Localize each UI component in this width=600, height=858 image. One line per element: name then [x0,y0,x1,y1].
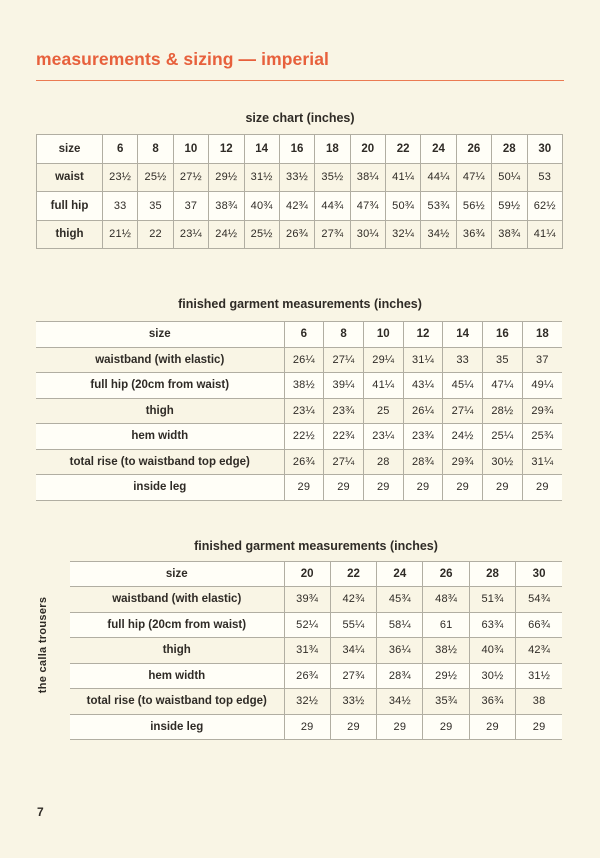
size-column-header-cell: 10 [363,322,403,348]
measurement-value-cell: 25 [363,398,403,424]
measurement-value-cell: 23¾ [403,424,443,450]
table-row [36,449,562,475]
row-label-cell: full hip (20cm from waist) [70,612,284,638]
measurement-value-cell: 21½ [103,220,138,249]
measurement-value-cell: 52¼ [284,612,330,638]
row-label-cell: waist [37,163,103,192]
measurement-value-cell: 29 [483,475,523,501]
page-title: measurements & sizing — imperial [36,49,330,69]
measurement-value-cell: 66¾ [516,612,562,638]
measurement-value-cell: 31½ [244,163,279,192]
measurement-value-cell: 26¾ [279,220,314,249]
table-row [37,220,563,249]
table-row [36,424,562,450]
row-label-cell: hem width [70,663,284,689]
measurement-value-cell: 45¾ [377,587,423,613]
row-label-cell: thigh [36,398,284,424]
measurement-value-cell: 61 [423,612,469,638]
measurement-value-cell: 29 [522,475,562,501]
measurement-value-cell: 30¼ [350,220,385,249]
size-column-header-cell: 30 [527,135,563,164]
measurement-value-cell: 50¾ [386,192,421,221]
measurement-value-cell: 38¾ [209,192,244,221]
measurement-value-cell: 28½ [483,398,523,424]
measurement-value-cell: 62½ [527,192,563,221]
row-label-cell: inside leg [36,475,284,501]
measurement-value-cell: 22¾ [324,424,364,450]
measurement-value-cell: 27¼ [324,347,364,373]
measurement-value-cell: 25¼ [483,424,523,450]
measurement-value-cell: 38½ [284,373,324,399]
size-column-header-cell: 24 [377,561,423,587]
table-row [37,192,563,221]
table-row [36,373,562,399]
measurement-value-cell: 28¾ [403,449,443,475]
size-chart-section [36,111,564,249]
row-label-cell: total rise (to waistband top edge) [36,449,284,475]
measurement-value-cell: 30½ [469,663,515,689]
size-column-header-cell: 28 [492,135,527,164]
size-column-header-cell: 14 [443,322,483,348]
measurement-value-cell: 56½ [456,192,491,221]
measurement-value-cell: 63¾ [469,612,515,638]
row-label-cell: full hip (20cm from waist) [36,373,284,399]
measurement-value-cell: 31¼ [403,347,443,373]
measurement-value-cell: 37 [522,347,562,373]
measurement-value-cell: 35¾ [423,689,469,715]
measurement-value-cell: 34½ [421,220,456,249]
size-chart-table [36,134,563,249]
measurement-value-cell: 32¼ [386,220,421,249]
measurement-value-cell: 31¼ [522,449,562,475]
measurement-value-cell: 32½ [284,689,330,715]
measurement-value-cell: 29¾ [443,449,483,475]
title-divider [36,80,564,81]
measurement-value-cell: 28¾ [377,663,423,689]
measurement-value-cell: 23½ [103,163,138,192]
measurement-value-cell: 27¾ [315,220,350,249]
row-label-cell: waistband (with elastic) [70,587,284,613]
measurement-value-cell: 29 [469,714,515,740]
measurement-value-cell: 29 [516,714,562,740]
measurement-value-cell: 29 [423,714,469,740]
measurement-value-cell: 40¾ [469,638,515,664]
measurement-value-cell: 53 [527,163,563,192]
measurement-value-cell: 42¾ [330,587,376,613]
size-column-header-cell: 22 [386,135,421,164]
measurement-value-cell: 23¼ [284,398,324,424]
measurement-value-cell: 47¼ [483,373,523,399]
measurement-value-cell: 29 [330,714,376,740]
measurement-value-cell: 23¼ [173,220,208,249]
finished-measurements-heading-small-sizes: finished garment measurements (inches) [178,297,422,311]
size-column-header-cell: 22 [330,561,376,587]
table-header-row [36,322,562,348]
size-column-header-cell: 30 [516,561,562,587]
measurement-value-cell: 25½ [244,220,279,249]
measurement-value-cell: 26¼ [403,398,443,424]
measurement-value-cell: 48¾ [423,587,469,613]
measurement-value-cell: 33½ [330,689,376,715]
measurement-value-cell: 24½ [443,424,483,450]
measurement-value-cell: 49¼ [522,373,562,399]
table-row [37,163,563,192]
measurement-value-cell: 33½ [279,163,314,192]
size-column-header-cell: 20 [350,135,385,164]
finished-measurements-table-large-sizes [70,561,562,741]
size-column-header-cell: 12 [403,322,443,348]
measurement-value-cell: 51¾ [469,587,515,613]
measurement-value-cell: 25½ [138,163,173,192]
measurement-value-cell: 36¾ [456,220,491,249]
size-column-header-cell: 18 [522,322,562,348]
measurement-value-cell: 31½ [516,663,562,689]
row-label-cell: inside leg [70,714,284,740]
measurement-value-cell: 41¼ [527,220,563,249]
size-header-cell: size [70,561,284,587]
measurement-value-cell: 29 [324,475,364,501]
measurement-value-cell: 29 [363,475,403,501]
measurement-value-cell: 47¾ [350,192,385,221]
measurement-value-cell: 41¼ [363,373,403,399]
measurement-value-cell: 22 [138,220,173,249]
measurement-value-cell: 59½ [492,192,527,221]
size-column-header-cell: 20 [284,561,330,587]
table-row [36,475,562,501]
row-label-cell: hem width [36,424,284,450]
measurement-value-cell: 29½ [209,163,244,192]
table-header-row [70,561,562,587]
measurement-value-cell: 58¼ [377,612,423,638]
size-column-header-cell: 26 [423,561,469,587]
row-label-cell: waistband (with elastic) [36,347,284,373]
measurement-value-cell: 42¾ [516,638,562,664]
table-row [36,398,562,424]
measurement-value-cell: 22½ [284,424,324,450]
finished-measurements-table-small-sizes [36,321,562,501]
page-number: 7 [37,805,44,819]
measurement-value-cell: 26¼ [284,347,324,373]
measurement-value-cell: 29 [284,475,324,501]
page-content [36,0,564,740]
measurement-value-cell: 27½ [173,163,208,192]
measurement-value-cell: 37 [173,192,208,221]
finished-measurements-section-small-sizes [36,297,564,501]
measurement-value-cell: 29 [403,475,443,501]
measurement-value-cell: 36¼ [377,638,423,664]
measurement-value-cell: 27¾ [330,663,376,689]
size-chart-heading: size chart (inches) [245,111,355,125]
measurement-value-cell: 44¾ [315,192,350,221]
size-header-cell: size [36,322,284,348]
row-label-cell: full hip [37,192,103,221]
row-label-cell: thigh [70,638,284,664]
size-column-header-cell: 26 [456,135,491,164]
side-label-vertical: the calla trousers [37,596,49,694]
measurement-value-cell: 38¼ [350,163,385,192]
size-column-header-cell: 28 [469,561,515,587]
measurement-value-cell: 26¾ [284,449,324,475]
measurement-value-cell: 25¾ [522,424,562,450]
measurement-value-cell: 44¼ [421,163,456,192]
measurement-value-cell: 29¾ [522,398,562,424]
measurement-value-cell: 29¼ [363,347,403,373]
table-row [70,689,562,715]
size-column-header-cell: 12 [209,135,244,164]
measurement-value-cell: 34½ [377,689,423,715]
row-label-cell: total rise (to waistband top edge) [70,689,284,715]
measurement-value-cell: 24½ [209,220,244,249]
measurement-value-cell: 45¼ [443,373,483,399]
measurement-value-cell: 31¾ [284,638,330,664]
table-row [70,638,562,664]
measurement-value-cell: 38¾ [492,220,527,249]
measurement-value-cell: 53¾ [421,192,456,221]
size-column-header-cell: 8 [138,135,173,164]
measurement-value-cell: 23¼ [363,424,403,450]
measurement-value-cell: 34¼ [330,638,376,664]
measurement-value-cell: 39¾ [284,587,330,613]
measurement-value-cell: 28 [363,449,403,475]
measurement-value-cell: 35½ [315,163,350,192]
table-row [70,714,562,740]
size-column-header-cell: 10 [173,135,208,164]
measurement-value-cell: 36¾ [469,689,515,715]
measurement-value-cell: 26¾ [284,663,330,689]
table-row [70,612,562,638]
size-column-header-cell: 8 [324,322,364,348]
row-label-cell: thigh [37,220,103,249]
measurement-value-cell: 39¼ [324,373,364,399]
table-row [36,347,562,373]
size-column-header-cell: 18 [315,135,350,164]
measurement-value-cell: 41¼ [386,163,421,192]
size-column-header-cell: 6 [103,135,138,164]
measurement-value-cell: 29 [284,714,330,740]
size-column-header-cell: 6 [284,322,324,348]
measurement-value-cell: 43¼ [403,373,443,399]
size-column-header-cell: 16 [483,322,523,348]
size-header-cell: size [37,135,103,164]
measurement-value-cell: 40¾ [244,192,279,221]
measurement-value-cell: 33 [103,192,138,221]
measurement-value-cell: 50¼ [492,163,527,192]
table-header-row [37,135,563,164]
measurement-value-cell: 23¾ [324,398,364,424]
table-row [70,587,562,613]
measurement-value-cell: 29 [443,475,483,501]
measurement-value-cell: 27¼ [324,449,364,475]
measurement-value-cell: 30½ [483,449,523,475]
measurement-value-cell: 47¼ [456,163,491,192]
size-column-header-cell: 16 [279,135,314,164]
table-row [70,663,562,689]
measurement-value-cell: 27¼ [443,398,483,424]
size-column-header-cell: 14 [244,135,279,164]
measurement-value-cell: 42¾ [279,192,314,221]
measurement-value-cell: 29 [377,714,423,740]
finished-measurements-section-large-sizes [70,539,562,741]
size-column-header-cell: 24 [421,135,456,164]
measurement-value-cell: 38½ [423,638,469,664]
measurement-value-cell: 38 [516,689,562,715]
measurement-value-cell: 29½ [423,663,469,689]
measurement-value-cell: 35 [138,192,173,221]
measurement-value-cell: 54¾ [516,587,562,613]
measurement-value-cell: 33 [443,347,483,373]
finished-measurements-heading-large-sizes: finished garment measurements (inches) [194,538,438,553]
measurement-value-cell: 55¼ [330,612,376,638]
measurement-value-cell: 35 [483,347,523,373]
